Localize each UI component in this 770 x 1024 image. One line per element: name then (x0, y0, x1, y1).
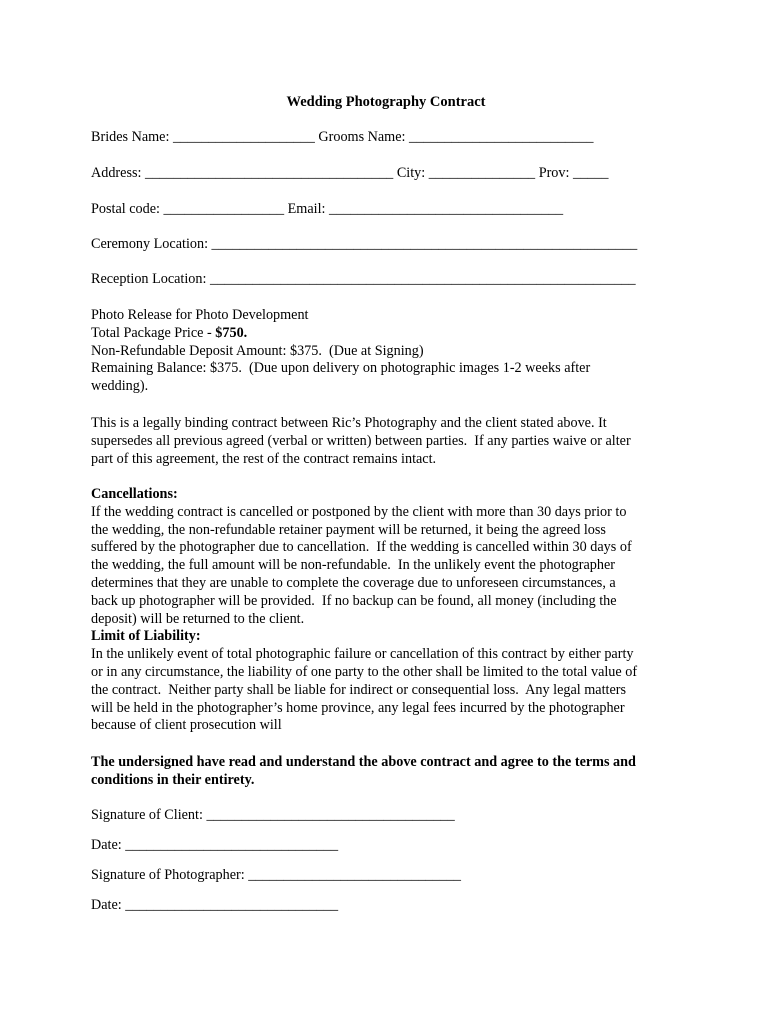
cancellations-line: determines that they are unable to complete the coverage due to unforeseen circumstances, a (91, 574, 616, 591)
cancellations-line: the wedding, the non-refundable retainer payment will be returned, it being the agreed loss (91, 521, 606, 538)
binding-paragraph (91, 415, 681, 468)
binding-line: part of this agreement, the rest of the contract remains intact. (91, 450, 437, 467)
liability-line: In the unlikely event of total photographic failure or cancellation of this contract by either party (91, 646, 634, 663)
address-field-line: Address: ___________________________________ City: _______________ Prov: _____ (91, 165, 609, 181)
photographer-signature-line: Signature of Photographer: ______________________________ (91, 867, 462, 883)
agreement-line: conditions in their entirety. (91, 771, 255, 788)
liability-line: will be held in the photographer’s home province, any legal fees incurred by the photographer (91, 699, 625, 716)
binding-line: supersedes all previous agreed (verbal or written) between parties. If any parties waive or alter (91, 432, 631, 449)
cancellations-line: suffered by the photographer due to cancellation. If the wedding is cancelled within 30 days of (91, 539, 632, 556)
postal-email-field-line: Postal code: _________________ Email: _________________________________ (91, 201, 564, 217)
liability-line: because of client prosecution will (91, 717, 282, 734)
pricing-section (91, 307, 681, 396)
photo-release-line: Photo Release for Photo Development (91, 307, 309, 323)
cancellations-heading: Cancellations: (91, 486, 178, 502)
liability-heading: Limit of Liability: (91, 628, 201, 645)
binding-line: This is a legally binding contract between Ric’s Photography and the client stated above. It (91, 415, 607, 431)
liability-line: the contract. Neither party shall be liable for indirect or consequential loss. Any legal matters (91, 681, 627, 698)
remaining-balance-line-cont: wedding). (91, 378, 149, 395)
cancellations-line: If the wedding contract is cancelled or postponed by the client with more than 30 days prior to (91, 503, 627, 520)
document-title: Wedding Photography Contract (286, 94, 486, 110)
total-package-label: Total Package Price - (91, 324, 216, 341)
client-signature-line: Signature of Client: ___________________________________ (91, 807, 455, 823)
ceremony-location-field-line: Ceremony Location: ____________________________________________________________ (91, 236, 638, 252)
liability-line: or in any circumstance, the liability of one party to the other shall be limited to the total value of (91, 663, 638, 680)
cancellations-line: deposit) will be returned to the client. (91, 610, 305, 627)
names-field-line: Brides Name: ____________________ Grooms Name: __________________________ (91, 129, 594, 145)
cancellations-line: the wedding, the full amount will be non-refundable. In the unlikely event the photographer (91, 557, 616, 574)
remaining-balance-line: Remaining Balance: $375. (Due upon delivery on photographic images 1-2 weeks after (91, 360, 591, 377)
agreement-line: The undersigned have read and understand the above contract and agree to the terms and (91, 754, 636, 770)
agreement-statement (91, 754, 681, 790)
total-package-price: $750. (215, 324, 248, 341)
cancellations-section (91, 486, 681, 735)
cancellations-line: back up photographer will be provided. If no backup can be found, all money (including the (91, 592, 617, 609)
total-package-line (91, 325, 681, 343)
photographer-date-line: Date: ______________________________ (91, 897, 339, 913)
client-date-line: Date: ______________________________ (91, 837, 339, 853)
deposit-line: Non-Refundable Deposit Amount: $375. (Due at Signing) (91, 342, 424, 359)
reception-location-field-line: Reception Location: ____________________________________________________________ (91, 271, 636, 287)
